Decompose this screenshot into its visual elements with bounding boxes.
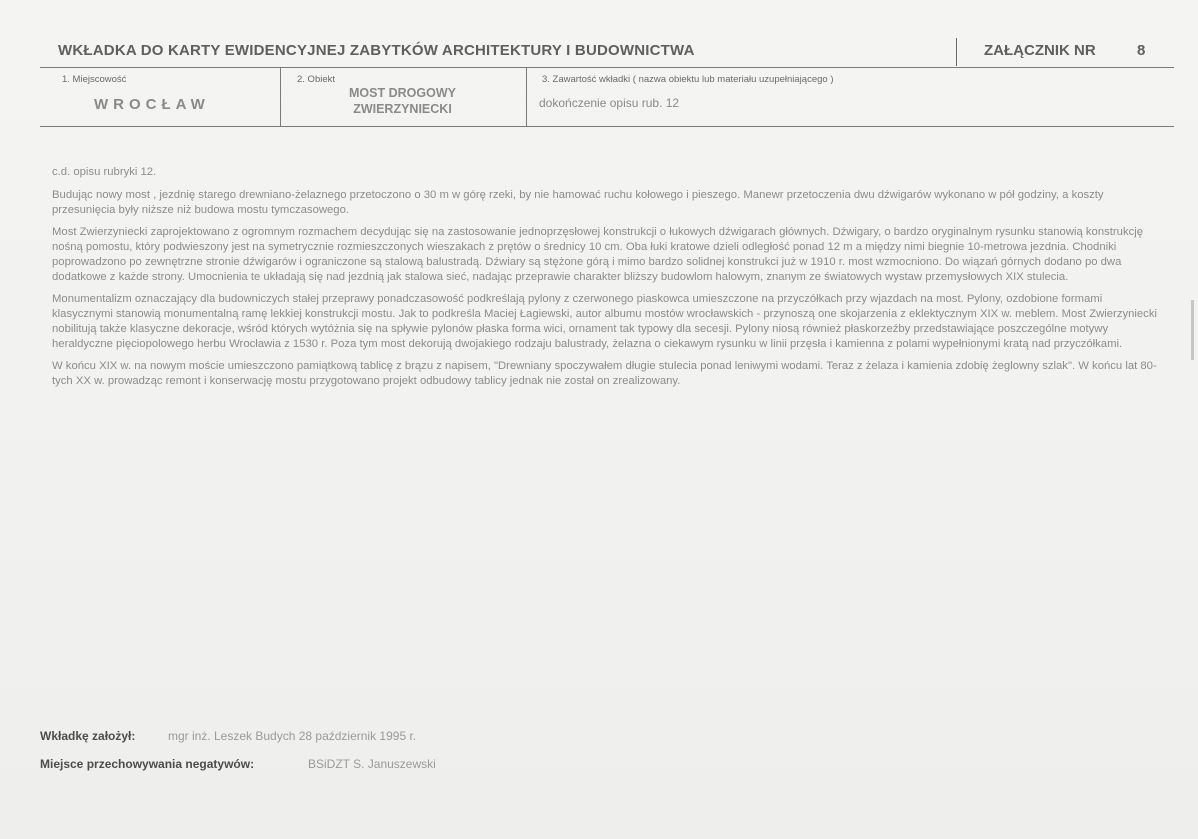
zawartosc-label: 3. Zawartość wkładki ( nazwa obiektu lub materiału uzupełniającego ) — [542, 74, 834, 85]
description-body — [52, 165, 1162, 389]
scan-edge-mark — [1191, 300, 1194, 360]
header-rule — [40, 67, 1174, 68]
fields-bottom-rule — [40, 126, 1174, 127]
header-separator — [956, 38, 957, 66]
founder-value: mgr inż. Leszek Budych 28 październik 1995 r. — [168, 729, 417, 743]
obiekt-value-line1: MOST DROGOWY — [349, 86, 456, 100]
storage-value: BSiDZT S. Januszewski — [308, 757, 436, 771]
field-divider-1 — [280, 68, 281, 126]
description-paragraph-1: Budując nowy most , jezdnię starego drewniano-żelaznego przetoczono o 30 m w górę rzeki, by nie hamować ruchu kołowego i pieszego. Manewr przetoczenia dwu dźwigarów wykonano w pół godziny, a koszty przesunięcia były niższe niż budowa mostu tymczasowego. — [52, 189, 1104, 216]
field-divider-2 — [526, 68, 527, 126]
description-paragraph-3: Monumentalizm oznaczający dla budowniczych stałej przeprawy ponadczasowość podkreślają pylony z czerwonego piaskowca umieszczone na przyczółkach przy wjazdach na most. Pylony, ozdobione formami klasycznymi stanowią monumentalną ramę lekkiej konstrukcji mostu. Jak to podkreśla Maciej Łagiewski, autor albumu mostów wrocławskich - przynoszą one skojarzenia z eklektycznym XIX w. meblem. Most Zwierzyniecki nobilitują także klasyczne dekoracje, wśród których wytóżnia się na spływie pylonów płaska forma wici, ornament tak typowy dla secesji. Pylony niosą również płaskorzeźby przedstawiające poszczególne motywy heraldyczne pięciopolowego herbu Wrocławia z 1530 r. Poza tym most dekorują dwojakiego rodzaju balustrady, żelazna o ciekawym rysunku w linii przęsła i kamienna z polami wypełnionymi kratą nad przyczółkami. — [52, 293, 1157, 350]
attachment-label: ZAŁĄCZNIK NR — [984, 42, 1096, 59]
miejscowosc-value: WROCŁAW — [94, 96, 210, 113]
attachment-number: 8 — [1137, 42, 1146, 59]
obiekt-value — [300, 85, 505, 117]
card-title: WKŁADKA DO KARTY EWIDENCYJNEJ ZABYTKÓW ARCHITEKTURY I BUDOWNICTWA — [58, 42, 695, 59]
founder-label: Wkładkę założył: — [40, 729, 136, 743]
description-intro: c.d. opisu rubryki 12. — [52, 166, 157, 178]
description-paragraph-2: Most Zwierzyniecki zaprojektowano z ogromnym rozmachem decydując się na zastosowanie jednoprzęsłowej konstrukcji o łukowych dźwigarach głównych. Dźwigary, o bardzo oryginalnym rysunku stanowią konstrukcję nośną pomostu, który podwieszony jest na symetrycznie rozmieszczonych wieszakach z prętów o średnicy 10 cm. Oba łuki kratowe dzieli odległość ponad 12 m a między nimi biegnie 10-metrowa jezdnia. Chodniki poprowadzono po zewnętrzne stronie dźwigarów i ograniczone są stalową balustradą. Dźwiary są stężone górą i mimo bardzo solidnej konstrukci już w 1910 r. most wzmocniono. Do wiązań górnych dodano po dwa dodatkowe z każde strony. Umocnienia te układają się nad jezdnią jak stalowa sieć, nadając przeprawie charakter bliższy budowlom halowym, znanym ze światowych wystaw przemysłowych XIX stulecia. — [52, 226, 1144, 283]
zawartosc-value: dokończenie opisu rub. 12 — [539, 96, 680, 110]
storage-label: Miejsce przechowywania negatywów: — [40, 757, 255, 771]
obiekt-value-line2: ZWIERZYNIECKI — [353, 102, 452, 116]
obiekt-label: 2. Obiekt — [297, 74, 336, 85]
description-paragraph-4: W końcu XIX w. na nowym moście umieszczono pamiątkową tablicę z brązu z napisem, "Drewniany spoczywałem długie stulecia ponad leniwymi wodami. Teraz z żelaza i kamienia zdobię żeglowny szlak". W końcu lat 80-tych XX w. prowadząc remont i konserwację mostu przygotowano projekt odbudowy tablicy jednak nie został on zrealizowany. — [52, 360, 1157, 387]
miejscowosc-label: 1. Miejscowość — [62, 74, 127, 85]
